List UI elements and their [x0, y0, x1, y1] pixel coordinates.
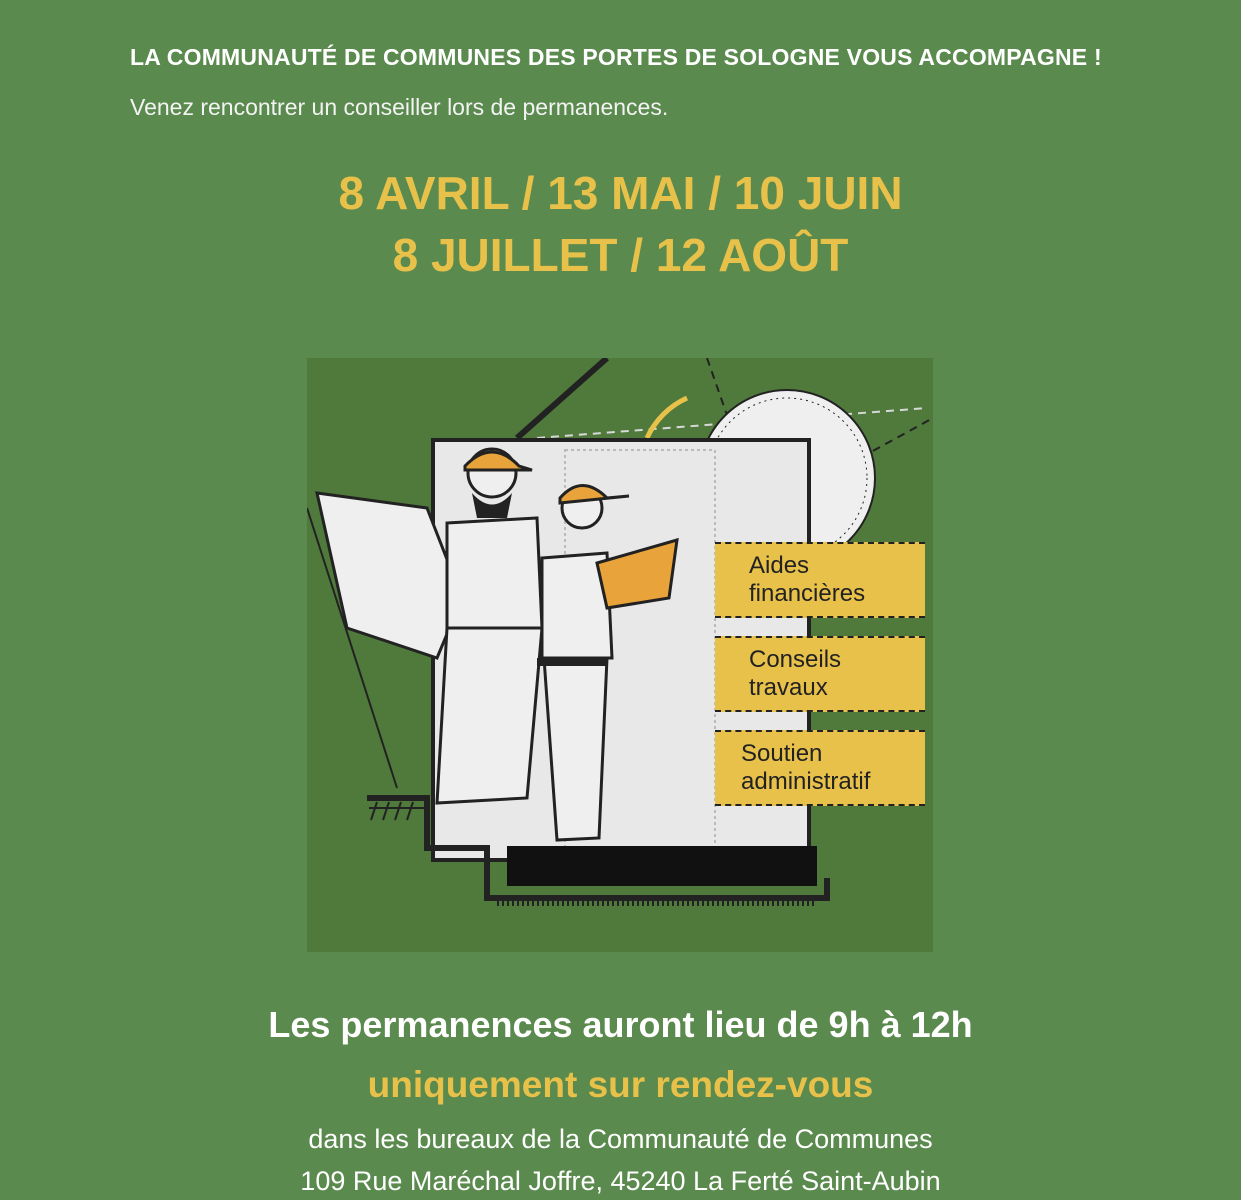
address-text: 109 Rue Maréchal Joffre, 45240 La Ferté Saint-Aubin — [300, 1166, 941, 1196]
location-text: dans les bureaux de la Communauté de Communes — [308, 1124, 933, 1154]
subline: Venez rencontrer un conseiller lors de permanences. — [130, 94, 669, 120]
illustration-workers — [307, 358, 933, 952]
service-tag-works-advice: Conseils travaux — [715, 636, 925, 712]
dates-line-2: 8 JUILLET / 12 AOÛT — [392, 229, 849, 281]
service-tag-admin-support: Soutien administratif — [715, 730, 925, 806]
dates-line-1: 8 AVRIL / 13 MAI / 10 JUIN — [338, 167, 903, 219]
hours-text: Les permanences auront lieu de 9h à 12h — [268, 1004, 973, 1045]
appointment-text: uniquement sur rendez-vous — [367, 1064, 874, 1105]
headline: LA COMMUNAUTÉ DE COMMUNES DES PORTES DE SOLOGNE VOUS ACCOMPAGNE ! — [130, 44, 1102, 70]
service-tag-financial-aid: Aides financières — [715, 542, 925, 618]
